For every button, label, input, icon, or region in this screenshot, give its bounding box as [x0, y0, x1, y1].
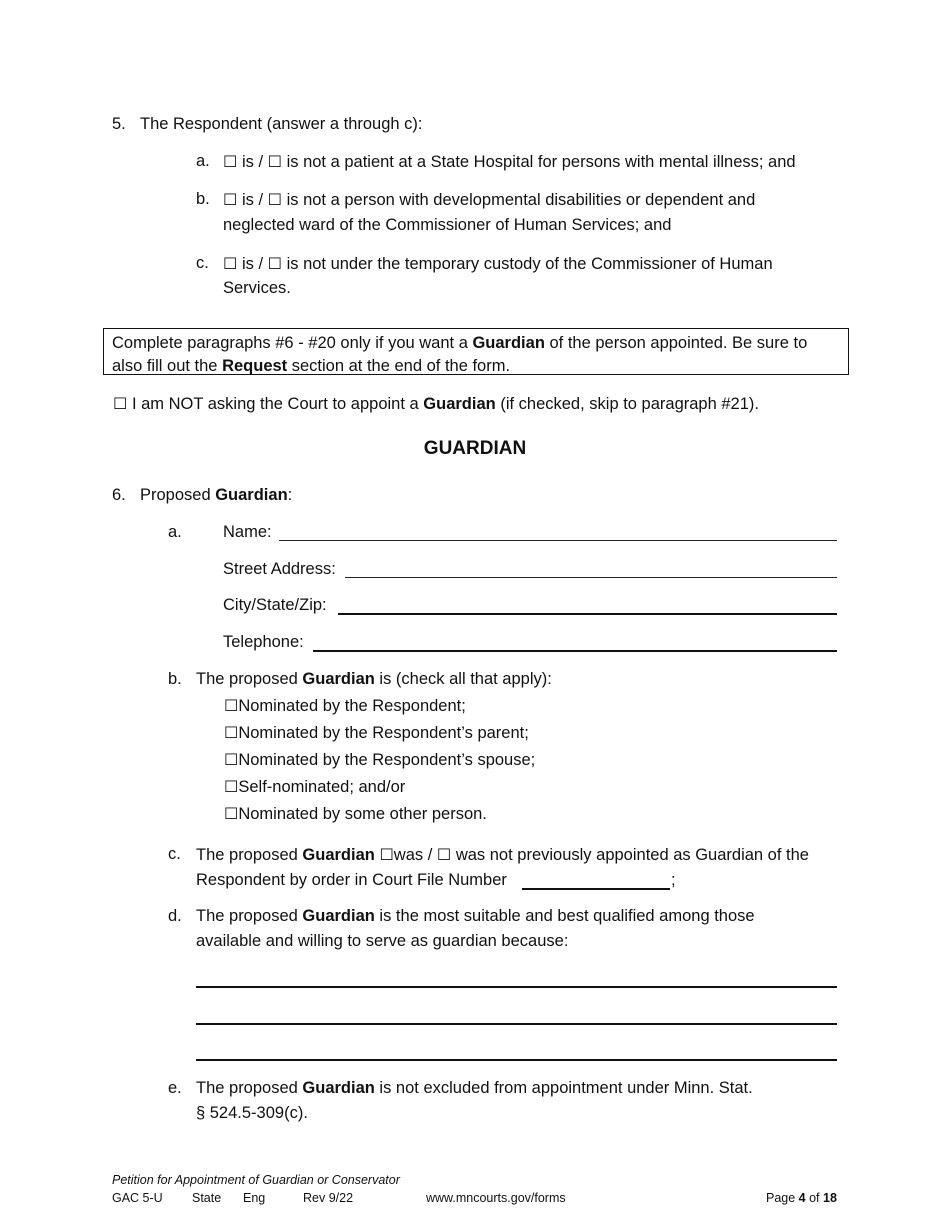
telephone-label: Telephone: [223, 633, 304, 651]
page-of: of [805, 1191, 823, 1205]
page-current: 4 [798, 1191, 806, 1205]
item-6b-intro [196, 670, 552, 689]
item-5c-letter: c. [196, 254, 209, 272]
item-5c-line1 [223, 254, 773, 274]
footer-language: Eng [243, 1191, 266, 1205]
page-prefix: Page [766, 1191, 799, 1205]
name-field[interactable] [279, 540, 837, 541]
option-other-person [224, 804, 487, 824]
item-6c-body: was not previously appointed as Guardian of the [455, 846, 809, 864]
section-6-intro-suffix: : [287, 486, 293, 504]
is-label: is / [241, 153, 264, 171]
notice-text-3: section at the end of the form. [287, 357, 511, 375]
checkbox-was-not[interactable]: ☐ [436, 845, 452, 864]
item-6d-prefix: The proposed [196, 907, 303, 925]
item-5c-body: is not under the temporary custody of the Commissioner of Human [286, 255, 773, 273]
item-6c-letter: c. [168, 845, 181, 863]
notice-request: Request [222, 357, 288, 375]
checkbox-is[interactable]: ☐ [223, 254, 238, 273]
item-5b-line2: neglected ward of the Commissioner of Human Services; and [223, 216, 672, 234]
footer-jurisdiction: State [192, 1191, 222, 1205]
footer-form-code: GAC 5-U [112, 1191, 163, 1205]
item-6d-line1 [196, 907, 755, 926]
reason-field-line-2[interactable] [196, 1023, 837, 1025]
notice-text-2: of the person appointed. Be sure to also fill out the [112, 334, 808, 375]
option-nominated-by-parent [224, 723, 529, 743]
option-nominated-by-spouse [224, 750, 535, 770]
item-6e-prefix: The proposed [196, 1079, 303, 1097]
section-5-number: 5. [112, 115, 126, 133]
item-6b-guardian: Guardian [302, 670, 375, 688]
footer-page-number [766, 1191, 837, 1205]
item-6d-suffix: is the most suitable and best qualified among those [374, 907, 755, 925]
court-file-number-field[interactable] [522, 888, 670, 890]
section-6-intro [140, 486, 292, 505]
item-5a-body: is not a patient at a State Hospital for persons with mental illness; and [286, 153, 796, 171]
name-label: Name: [223, 523, 272, 541]
is-label: is / [241, 255, 264, 273]
item-5a-text [223, 152, 796, 172]
checkbox-is[interactable]: ☐ [223, 152, 238, 171]
item-6e-line1 [196, 1079, 753, 1098]
page-total: 18 [823, 1191, 837, 1205]
not-asking-line [113, 394, 759, 414]
notice-text: Complete paragraphs #6 - #20 only if you want a [112, 334, 473, 352]
item-6c-guardian: Guardian [302, 846, 375, 864]
option-self-nominated [224, 777, 405, 797]
item-5b-body: is not a person with developmental disabilities or dependent and [286, 191, 756, 209]
footer-revision: Rev 9/22 [303, 1191, 354, 1205]
item-6e-line2: § 524.5-309(c). [196, 1104, 308, 1122]
item-6a-letter: a. [168, 523, 182, 541]
item-5b-line1 [223, 190, 755, 210]
section-6-number: 6. [112, 486, 126, 504]
item-6d-line2: available and willing to serve as guardian because: [196, 932, 569, 950]
city-state-zip-field[interactable] [338, 613, 837, 615]
checkbox-option[interactable]: ☐ [224, 750, 239, 769]
option-label: Self-nominated; and/or [238, 778, 406, 796]
section-6-guardian: Guardian [215, 486, 288, 504]
item-6e-suffix: is not excluded from appointment under Minn. Stat. [374, 1079, 753, 1097]
item-6e-letter: e. [168, 1079, 182, 1097]
footer-url[interactable]: www.mncourts.gov/forms [426, 1191, 566, 1205]
was-label: was / [393, 846, 433, 864]
not-asking-text: I am NOT asking the Court to appoint a [131, 395, 424, 413]
section-heading: GUARDIAN [423, 438, 527, 459]
item-5a-letter: a. [196, 152, 210, 170]
item-6d-guardian: Guardian [302, 907, 375, 925]
section-5-intro: The Respondent (answer a through c): [140, 115, 423, 133]
item-5c-line2: Services. [223, 279, 291, 297]
item-6b-suffix: is (check all that apply): [374, 670, 552, 688]
option-nominated-by-respondent [224, 696, 466, 716]
option-label: Nominated by the Respondent’s parent; [238, 724, 529, 742]
telephone-field[interactable] [313, 650, 837, 652]
item-6b-letter: b. [168, 670, 182, 688]
instruction-notice-box [103, 328, 849, 375]
option-label: Nominated by the Respondent; [238, 697, 466, 715]
reason-field-line-3[interactable] [196, 1059, 837, 1061]
checkbox-option[interactable]: ☐ [224, 804, 239, 823]
not-asking-text-2: (if checked, skip to paragraph #21). [495, 395, 759, 413]
checkbox-option[interactable]: ☐ [224, 723, 239, 742]
item-6d-letter: d. [168, 907, 182, 925]
checkbox-is-not[interactable]: ☐ [267, 152, 282, 171]
section-6-intro-prefix: Proposed [140, 486, 216, 504]
checkbox-is-not[interactable]: ☐ [267, 254, 282, 273]
item-6c-line2: Respondent by order in Court File Number [196, 871, 507, 889]
option-label: Nominated by some other person. [238, 805, 487, 823]
checkbox-was[interactable]: ☐ [379, 845, 394, 864]
item-6c-end: ; [671, 871, 676, 889]
street-address-label: Street Address: [223, 560, 336, 578]
item-5b-letter: b. [196, 190, 210, 208]
footer-form-title: Petition for Appointment of Guardian or Conservator [112, 1173, 400, 1187]
item-6c-prefix: The proposed [196, 846, 303, 864]
item-6c-line1 [196, 845, 809, 865]
checkbox-not-asking[interactable]: ☐ [113, 394, 128, 413]
is-label: is / [241, 191, 264, 209]
checkbox-is-not[interactable]: ☐ [267, 190, 282, 209]
checkbox-option[interactable]: ☐ [224, 696, 239, 715]
option-label: Nominated by the Respondent’s spouse; [238, 751, 536, 769]
item-6b-prefix: The proposed [196, 670, 303, 688]
notice-guardian: Guardian [472, 334, 545, 352]
checkbox-is[interactable]: ☐ [223, 190, 238, 209]
not-asking-guardian: Guardian [423, 395, 496, 413]
reason-field-line-1[interactable] [196, 986, 837, 988]
street-address-field[interactable] [345, 577, 837, 578]
checkbox-option[interactable]: ☐ [224, 777, 239, 796]
item-6e-guardian: Guardian [302, 1079, 375, 1097]
city-state-zip-label: City/State/Zip: [223, 596, 327, 614]
